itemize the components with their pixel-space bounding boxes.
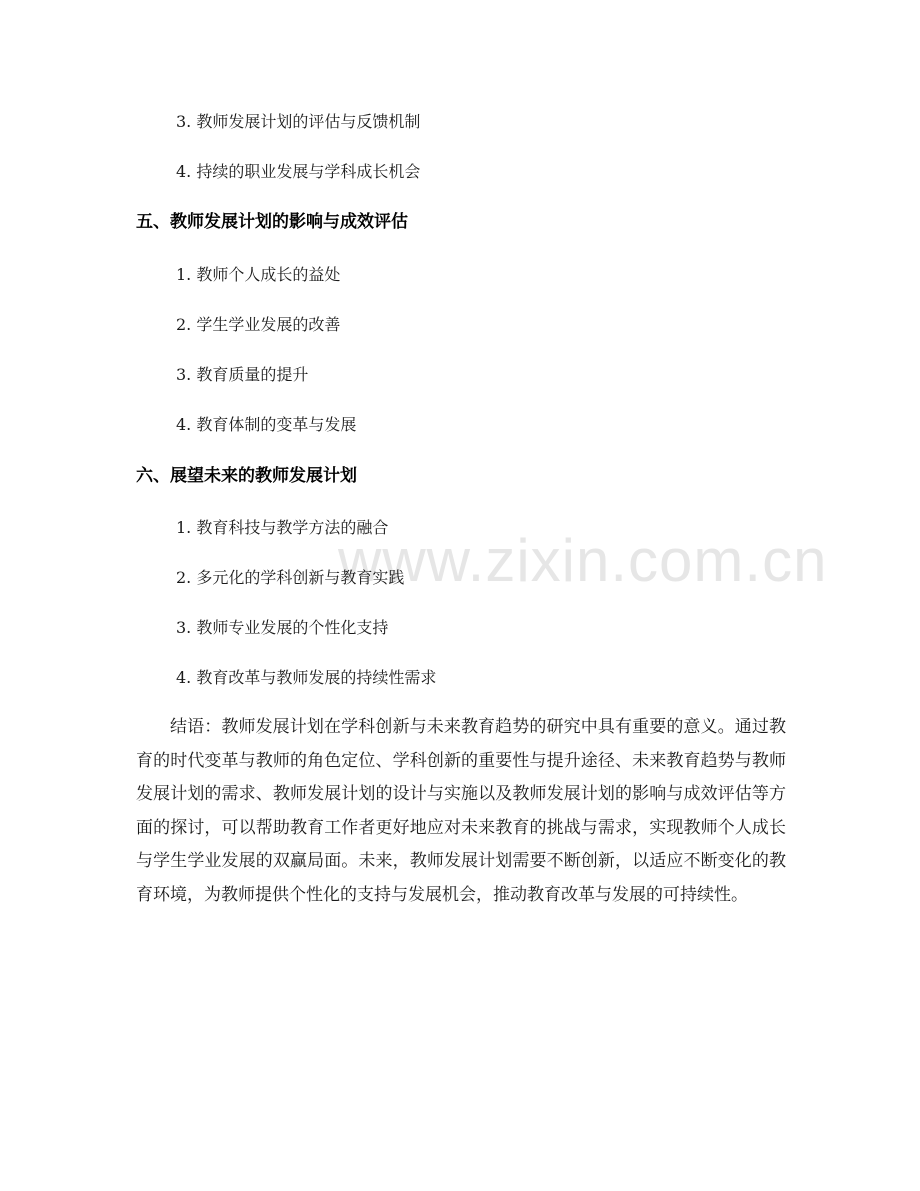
watermark-text: www.zixin.com.cn [338, 527, 828, 594]
list-item: 2. 多元化的学科创新与教育实践 [176, 568, 405, 587]
conclusion-paragraph: 结语：教师发展计划在学科创新与未来教育趋势的研究中具有重要的意义。通过教育的时代变革与教师的角色定位、学科创新的重要性与提升途径、未来教育趋势与教师发展计划的需求、教师发展计划的设计与实施以及教师发展计划的影响与成效评估等方面的探讨，可以帮助教育工作者更好地应对未来教育的挑战与需求，实现教师个人成长与学生学业发展的双赢局面。未来，教师发展计划需要不断创新，以适应不断变化的教育环境，为教师提供个性化的支持与发展机会，推动教育改革与发展的可持续性。 [136, 717, 786, 905]
list-item: 4. 教育改革与教师发展的持续性需求 [176, 668, 437, 687]
section-heading: 六、展望未来的教师发展计划 [136, 466, 357, 486]
list-item: 1. 教育科技与教学方法的融合 [176, 518, 389, 537]
list-item: 1. 教师个人成长的益处 [176, 265, 341, 284]
list-item: 3. 教师专业发展的个性化支持 [176, 618, 389, 637]
list-item: 4. 教育体制的变革与发展 [176, 415, 357, 434]
list-item: 2. 学生学业发展的改善 [176, 315, 341, 334]
list-item: 3. 教育质量的提升 [176, 365, 309, 384]
section-heading: 五、教师发展计划的影响与成效评估 [136, 212, 408, 232]
list-item: 4. 持续的职业发展与学科成长机会 [176, 162, 421, 181]
list-item: 3. 教师发展计划的评估与反馈机制 [176, 112, 421, 131]
